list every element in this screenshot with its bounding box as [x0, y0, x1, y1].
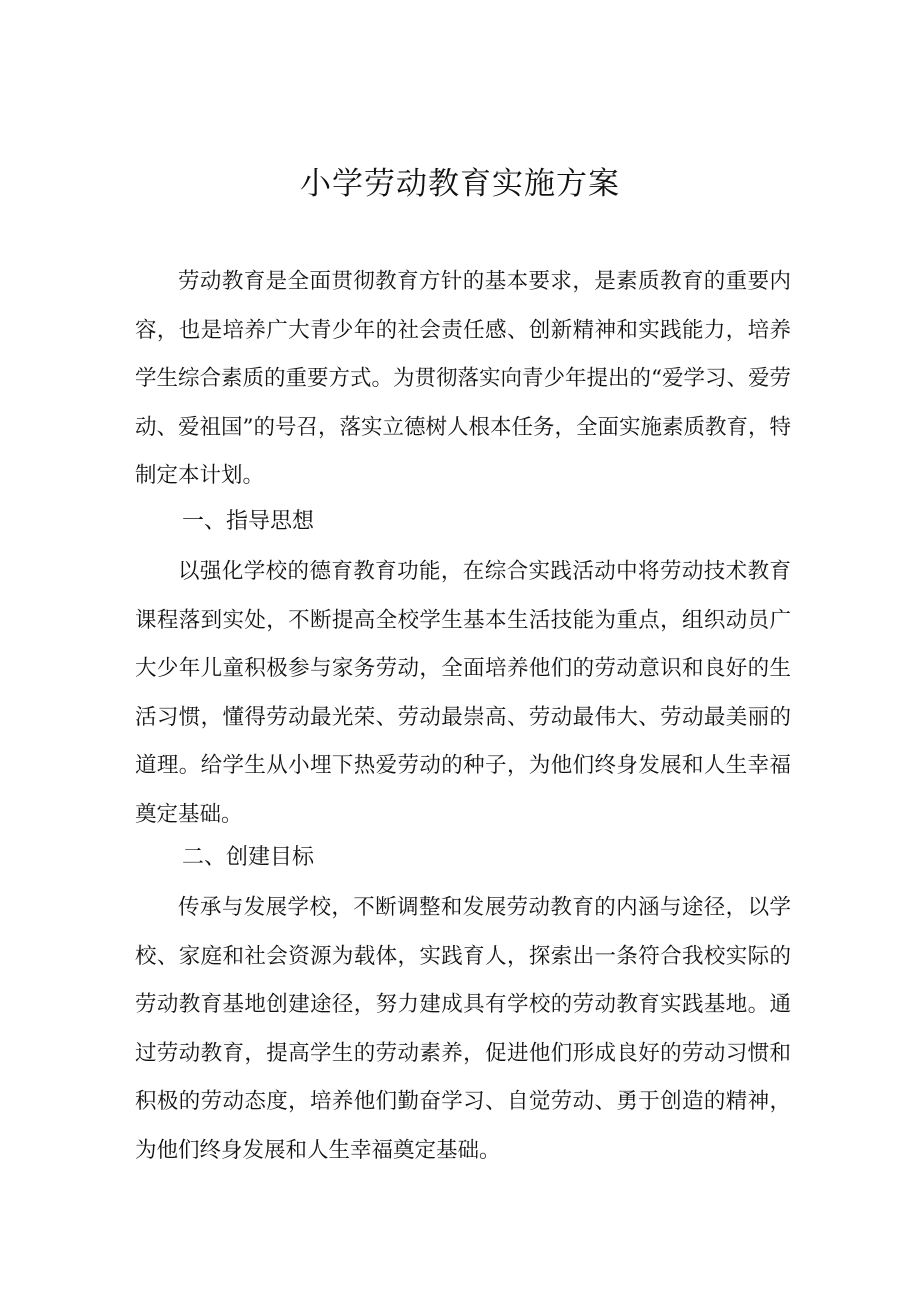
section-heading-guiding-ideology: 一、指导思想: [182, 509, 315, 534]
document-title: 小学劳动教育实施方案: [300, 166, 620, 202]
section-heading-goals: 二、创建目标: [182, 845, 315, 870]
intro-paragraph: 劳动教育是全面贯彻教育方针的基本要求，是素质教育的重要内容，也是培养广大青少年的社会责任感、创新精神和实践能力，培养学生综合素质的重要方式。为贯彻落实向青少年提出的“爱学习、爱劳动、爱祖国”的号召，落实立德树人根本任务，全面实施素质教育，特制定本计划。: [135, 269, 791, 489]
section-paragraph-guiding-ideology: 以强化学校的德育教育功能，在综合实践活动中将劳动技术教育课程落到实处，不断提高全校学生基本生活技能为重点，组织动员广大少年儿童积极参与家务劳动，全面培养他们的劳动意识和良好的生活习惯，懂得劳动最光荣、劳动最崇高、劳动最伟大、劳动最美丽的道理。给学生从小埋下热爱劳动的种子，为他们终身发展和人生幸福奠定基础。: [135, 559, 791, 827]
section-paragraph-goals: 传承与发展学校，不断调整和发展劳动教育的内涵与途径，以学校、家庭和社会资源为载体，实践育人，探索出一条符合我校实际的劳动教育基地创建途径，努力建成具有学校的劳动教育实践基地。通过劳动教育，提高学生的劳动素养，促进他们形成良好的劳动习惯和积极的劳动态度，培养他们勤奋学习、自觉劳动、勇于创造的精神，为他们终身发展和人生幸福奠定基础。: [135, 895, 791, 1163]
